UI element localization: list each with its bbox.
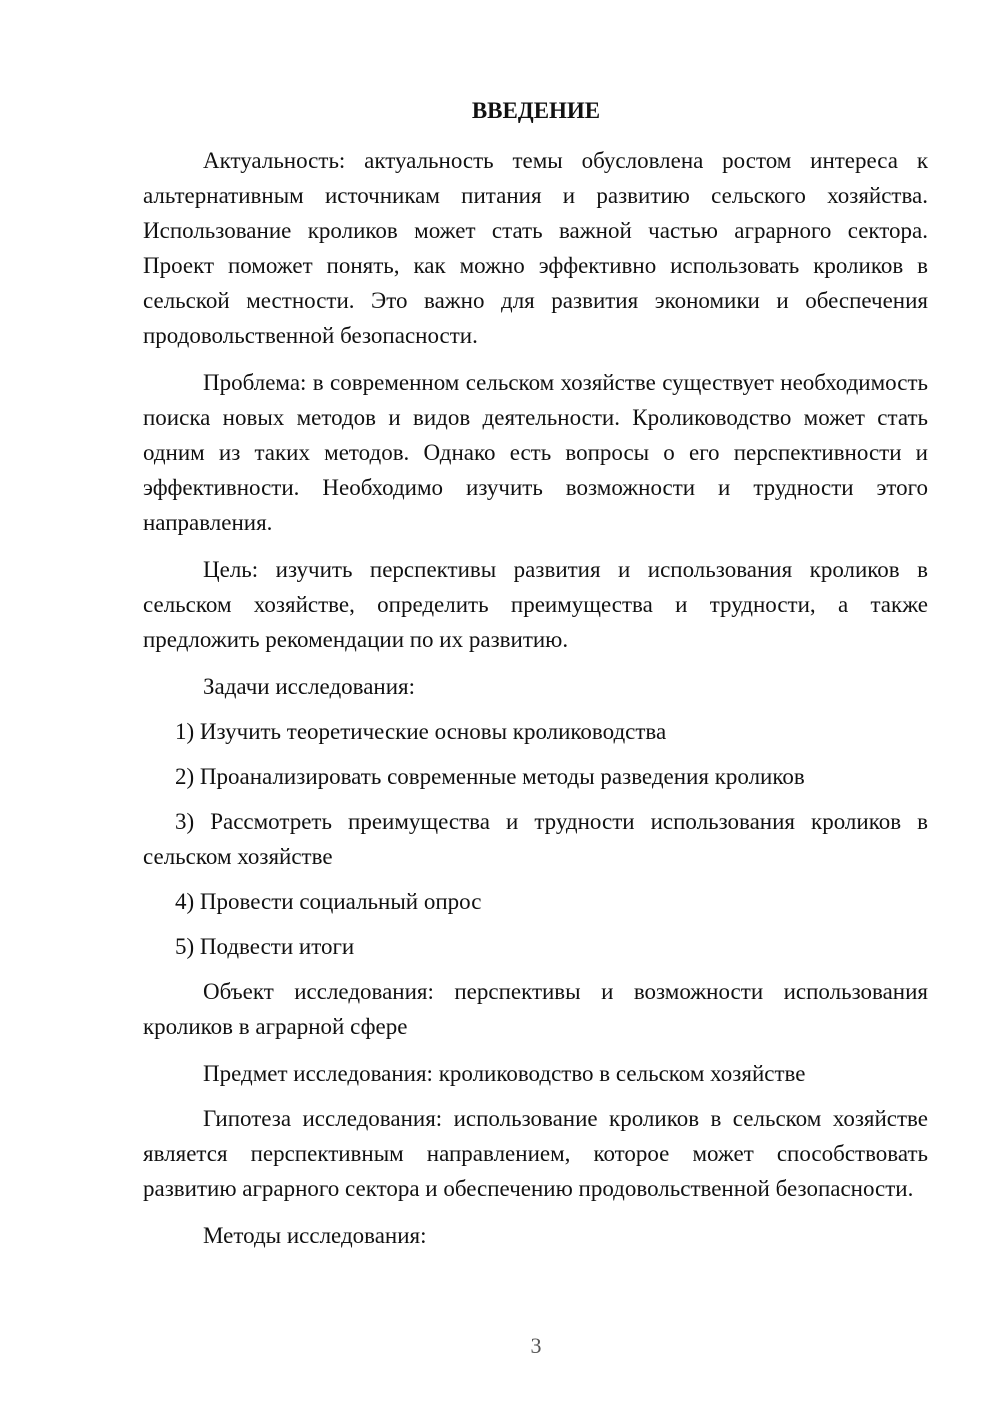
object-paragraph: Объект исследования: перспективы и возможности использования кроликов в аграрной сфере [143, 979, 928, 1039]
task-item: 3) Рассмотреть преимущества и трудности использования кроликов в сельском хозяйстве [143, 809, 928, 869]
methods-paragraph: Методы исследования: [203, 1223, 427, 1248]
tasks-title: Задачи исследования: [203, 674, 416, 699]
section-heading: ВВЕДЕНИЕ [471, 98, 601, 123]
task-item: 1) Изучить теоретические основы кролиководства [175, 719, 667, 744]
task-item: 2) Проанализировать современные методы разведения кроликов [175, 764, 805, 789]
tasks-list [143, 714, 928, 964]
subject-paragraph: Предмет исследования: кролиководство в сельском хозяйстве [203, 1061, 806, 1086]
relevance-paragraph: Актуальность: актуальность темы обусловлена ростом интереса к альтернативным источникам питания и развитию сельского хозяйства. Использование кроликов может стать важной частью аграрного сектора. Проект поможет понять, как можно эффективно использовать кроликов в сельской местности. Это важно для развития экономики и обеспечения продовольственной безопасности. [143, 148, 928, 348]
hypothesis-paragraph: Гипотеза исследования: использование кроликов в сельском хозяйстве является перспективным направлением, которое может способствовать развитию аграрного сектора и обеспечению продовольственной безопасности. [143, 1106, 928, 1201]
problem-paragraph: Проблема: в современном сельском хозяйстве существует необходимость поиска новых методов и видов деятельности. Кролиководство может стать одним из таких методов. Однако есть вопросы о его перспективности и эффективности. Необходимо изучить возможности и трудности этого направления. [143, 370, 928, 535]
document-body [143, 143, 928, 1263]
page-number: 3 [530, 1333, 542, 1358]
task-item: 4) Провести социальный опрос [175, 889, 482, 914]
goal-paragraph: Цель: изучить перспективы развития и использования кроликов в сельском хозяйстве, определить преимущества и трудности, а также предложить рекомендации по их развитию. [143, 557, 928, 652]
task-item: 5) Подвести итоги [175, 934, 355, 959]
